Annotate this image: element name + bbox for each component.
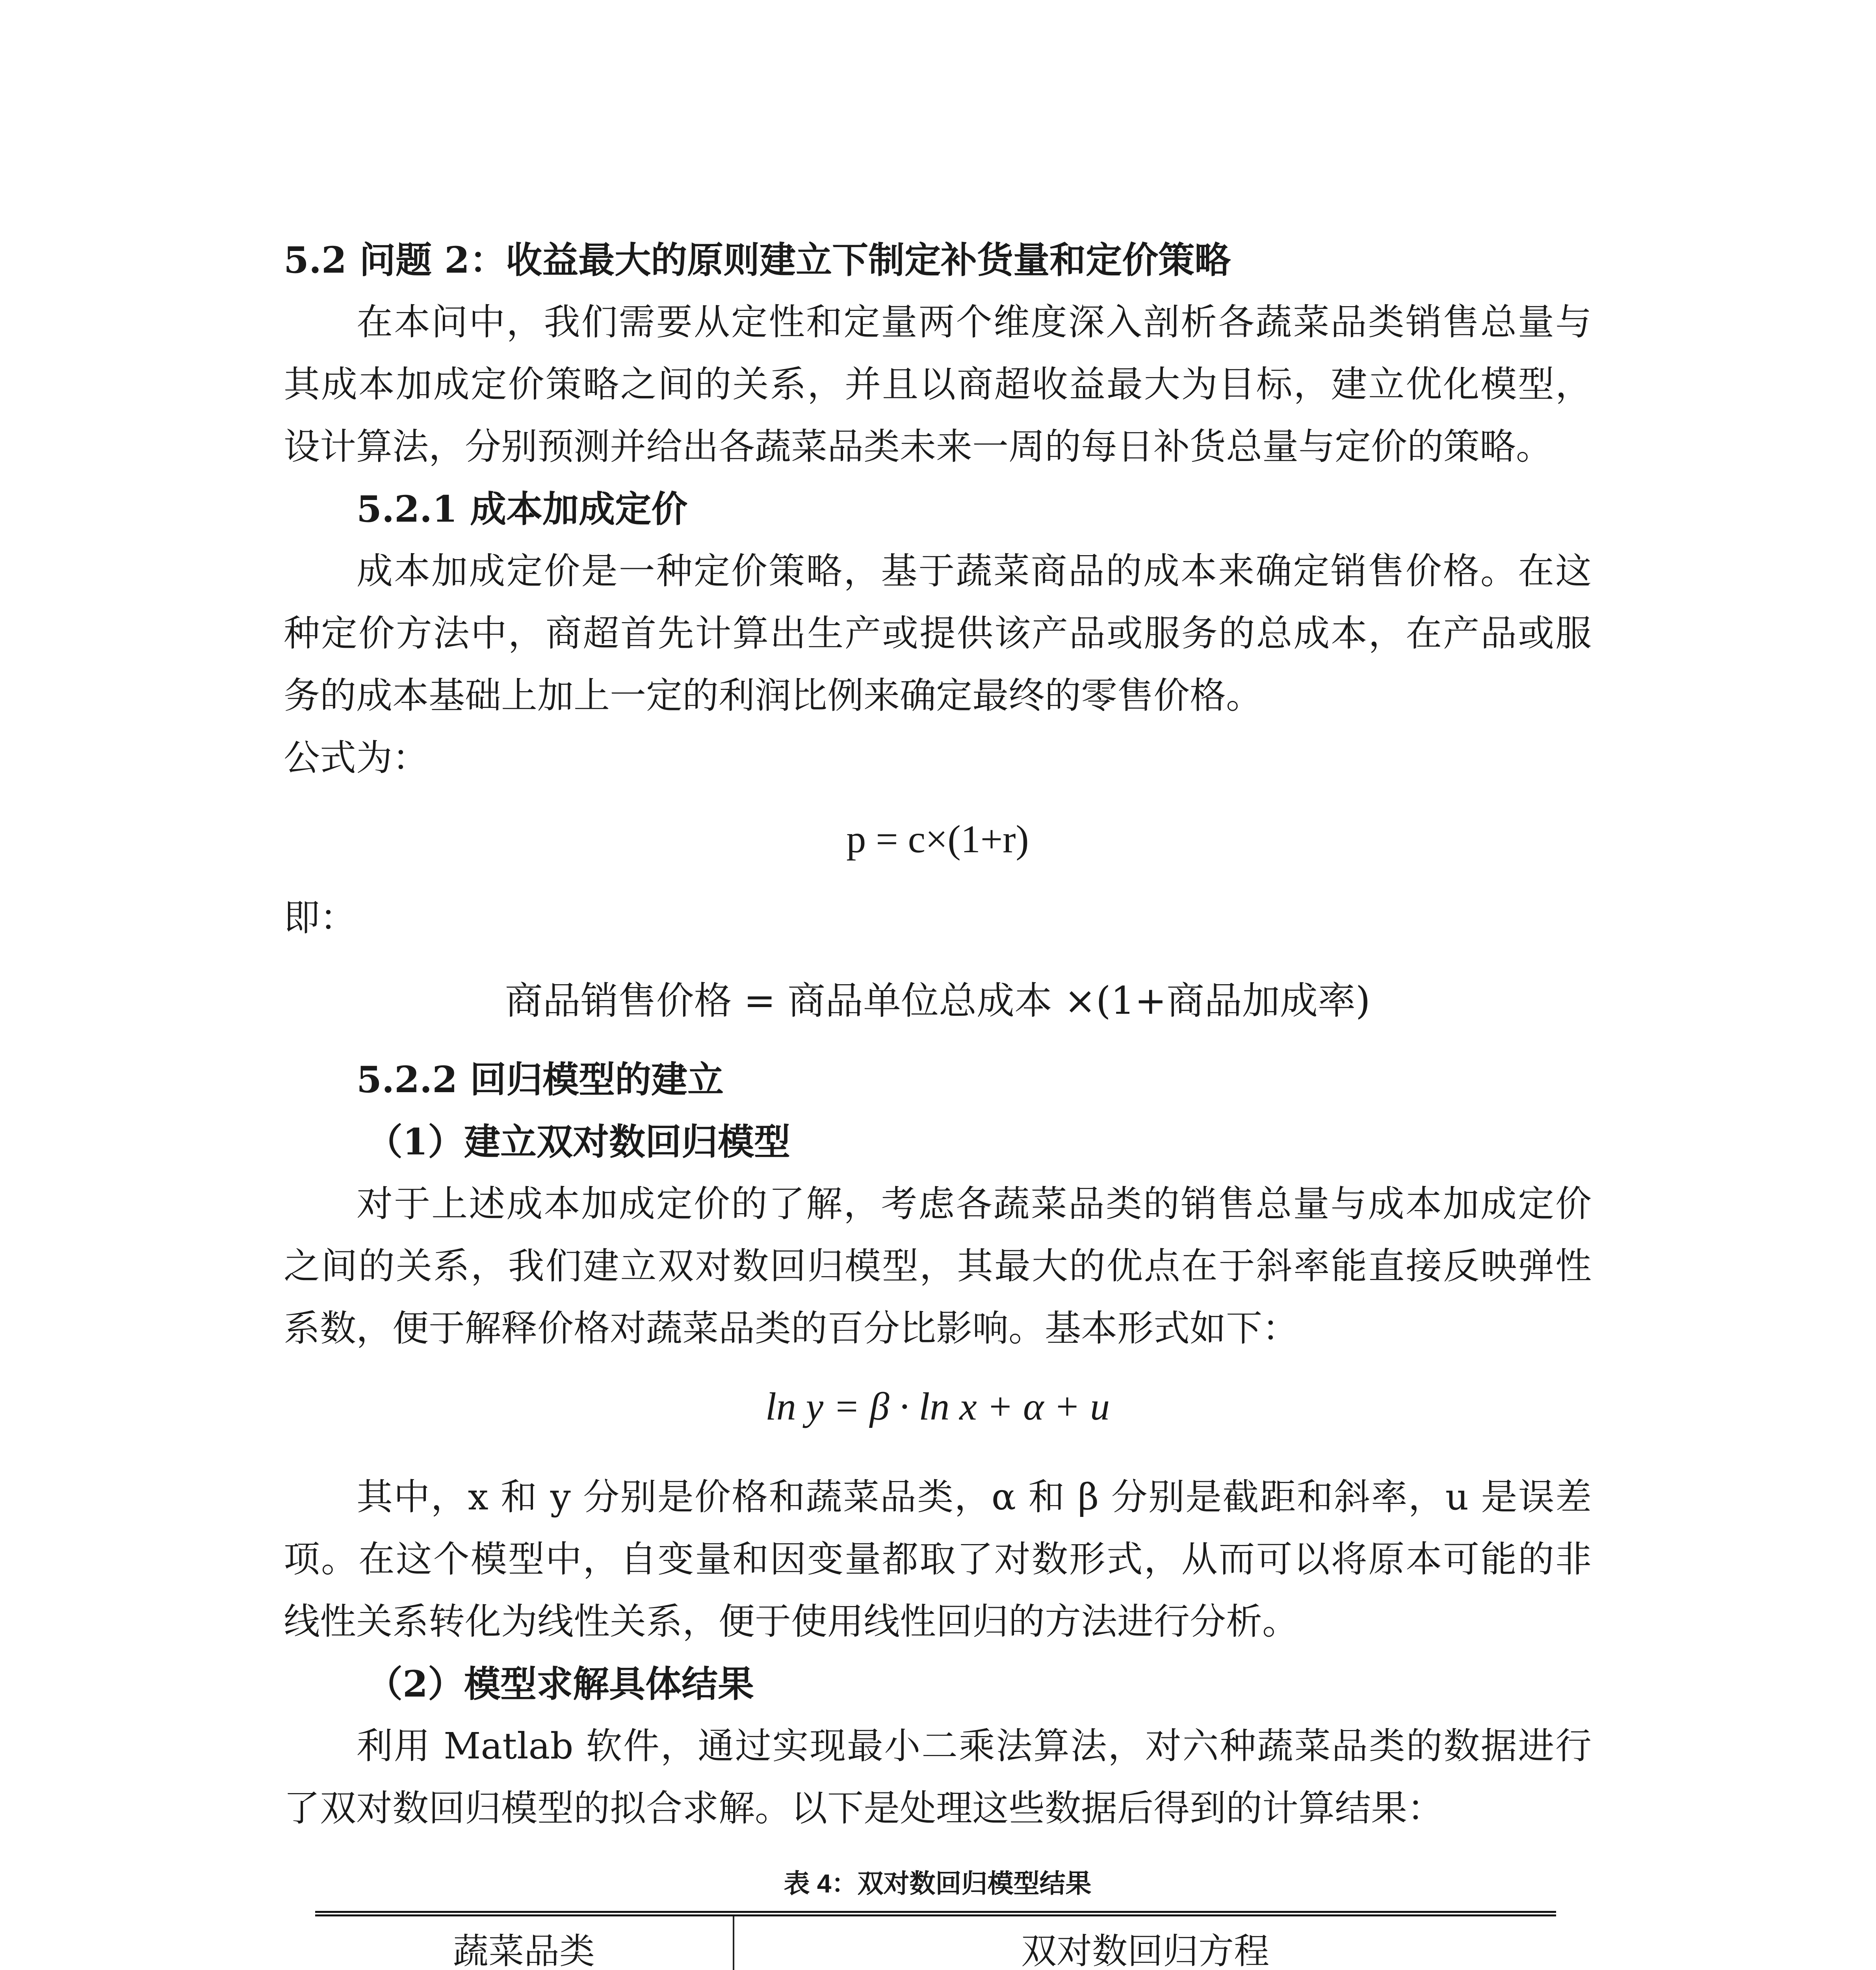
item1-line-2: 之间的关系，我们建立双对数回归模型，其最大的优点在于斜率能直接反映弹性 bbox=[284, 1245, 1592, 1287]
subsection-heading-5-2-2: 5.2.2 回归模型的建立 bbox=[357, 1058, 724, 1101]
table-header-row bbox=[315, 1914, 1556, 1970]
item-heading-1: （1）建立双对数回归模型 bbox=[366, 1121, 791, 1163]
pricing-formula-text: 商品销售价格 = 商品单位总成本 ×(1+商品加成率) bbox=[505, 979, 1371, 1023]
table-caption: 表 4：双对数回归模型结果 bbox=[784, 1869, 1092, 1898]
regression-formula: ln y = β · ln x + α + u bbox=[765, 1385, 1110, 1428]
header-category: 蔬菜品类 bbox=[315, 1914, 734, 1970]
item1-line-3: 系数，便于解释价格对蔬菜品类的百分比影响。基本形式如下： bbox=[284, 1307, 1299, 1349]
header-equation: 双对数回归方程 bbox=[734, 1914, 1556, 1970]
results-table bbox=[315, 1911, 1556, 1970]
intro-line-2: 其成本加成定价策略之间的关系，并且以商超收益最大为目标，建立优化模型， bbox=[284, 363, 1592, 405]
formula-label: 公式为： bbox=[284, 737, 429, 779]
sub1-line-3: 务的成本基础上加上一定的利润比例来确定最终的零售价格。 bbox=[284, 675, 1263, 717]
section-heading: 5.2 问题 2：收益最大的原则建立下制定补货量和定价策略 bbox=[284, 239, 1231, 281]
sub1-line-1: 成本加成定价是一种定价策略，基于蔬菜商品的成本来确定销售价格。在这 bbox=[357, 550, 1592, 592]
subsection-heading-5-2-1: 5.2.1 成本加成定价 bbox=[357, 488, 688, 530]
pricing-formula: p = c×(1+r) bbox=[846, 817, 1029, 861]
item-heading-2: （2）模型求解具体结果 bbox=[366, 1663, 754, 1705]
explanation-line-2: 项。在这个模型中，自变量和因变量都取了对数形式，从而可以将原本可能的非 bbox=[284, 1538, 1592, 1580]
explanation-line-3: 线性关系转化为线性关系，便于使用线性回归的方法进行分析。 bbox=[284, 1600, 1299, 1643]
item1-line-1: 对于上述成本加成定价的了解，考虑各蔬菜品类的销售总量与成本加成定价 bbox=[357, 1183, 1592, 1225]
intro-line-3: 设计算法，分别预测并给出各蔬菜品类未来一周的每日补货总量与定价的策略。 bbox=[284, 426, 1553, 468]
intro-line-1: 在本问中，我们需要从定性和定量两个维度深入剖析各蔬菜品类销售总量与 bbox=[357, 301, 1592, 343]
sub1-line-2: 种定价方法中，商超首先计算出生产或提供该产品或服务的总成本，在产品或服 bbox=[284, 612, 1592, 654]
results-table-container bbox=[315, 1911, 1556, 1970]
item2-line-2: 了双对数回归模型的拟合求解。以下是处理这些数据后得到的计算结果： bbox=[284, 1787, 1444, 1829]
explanation-line-1: 其中，x 和 y 分别是价格和蔬菜品类，α 和 β 分别是截距和斜率，u 是误差 bbox=[357, 1476, 1592, 1518]
ie-label: 即： bbox=[284, 897, 357, 939]
item2-line-1: 利用 Matlab 软件，通过实现最小二乘法算法，对六种蔬菜品类的数据进行 bbox=[357, 1725, 1592, 1767]
